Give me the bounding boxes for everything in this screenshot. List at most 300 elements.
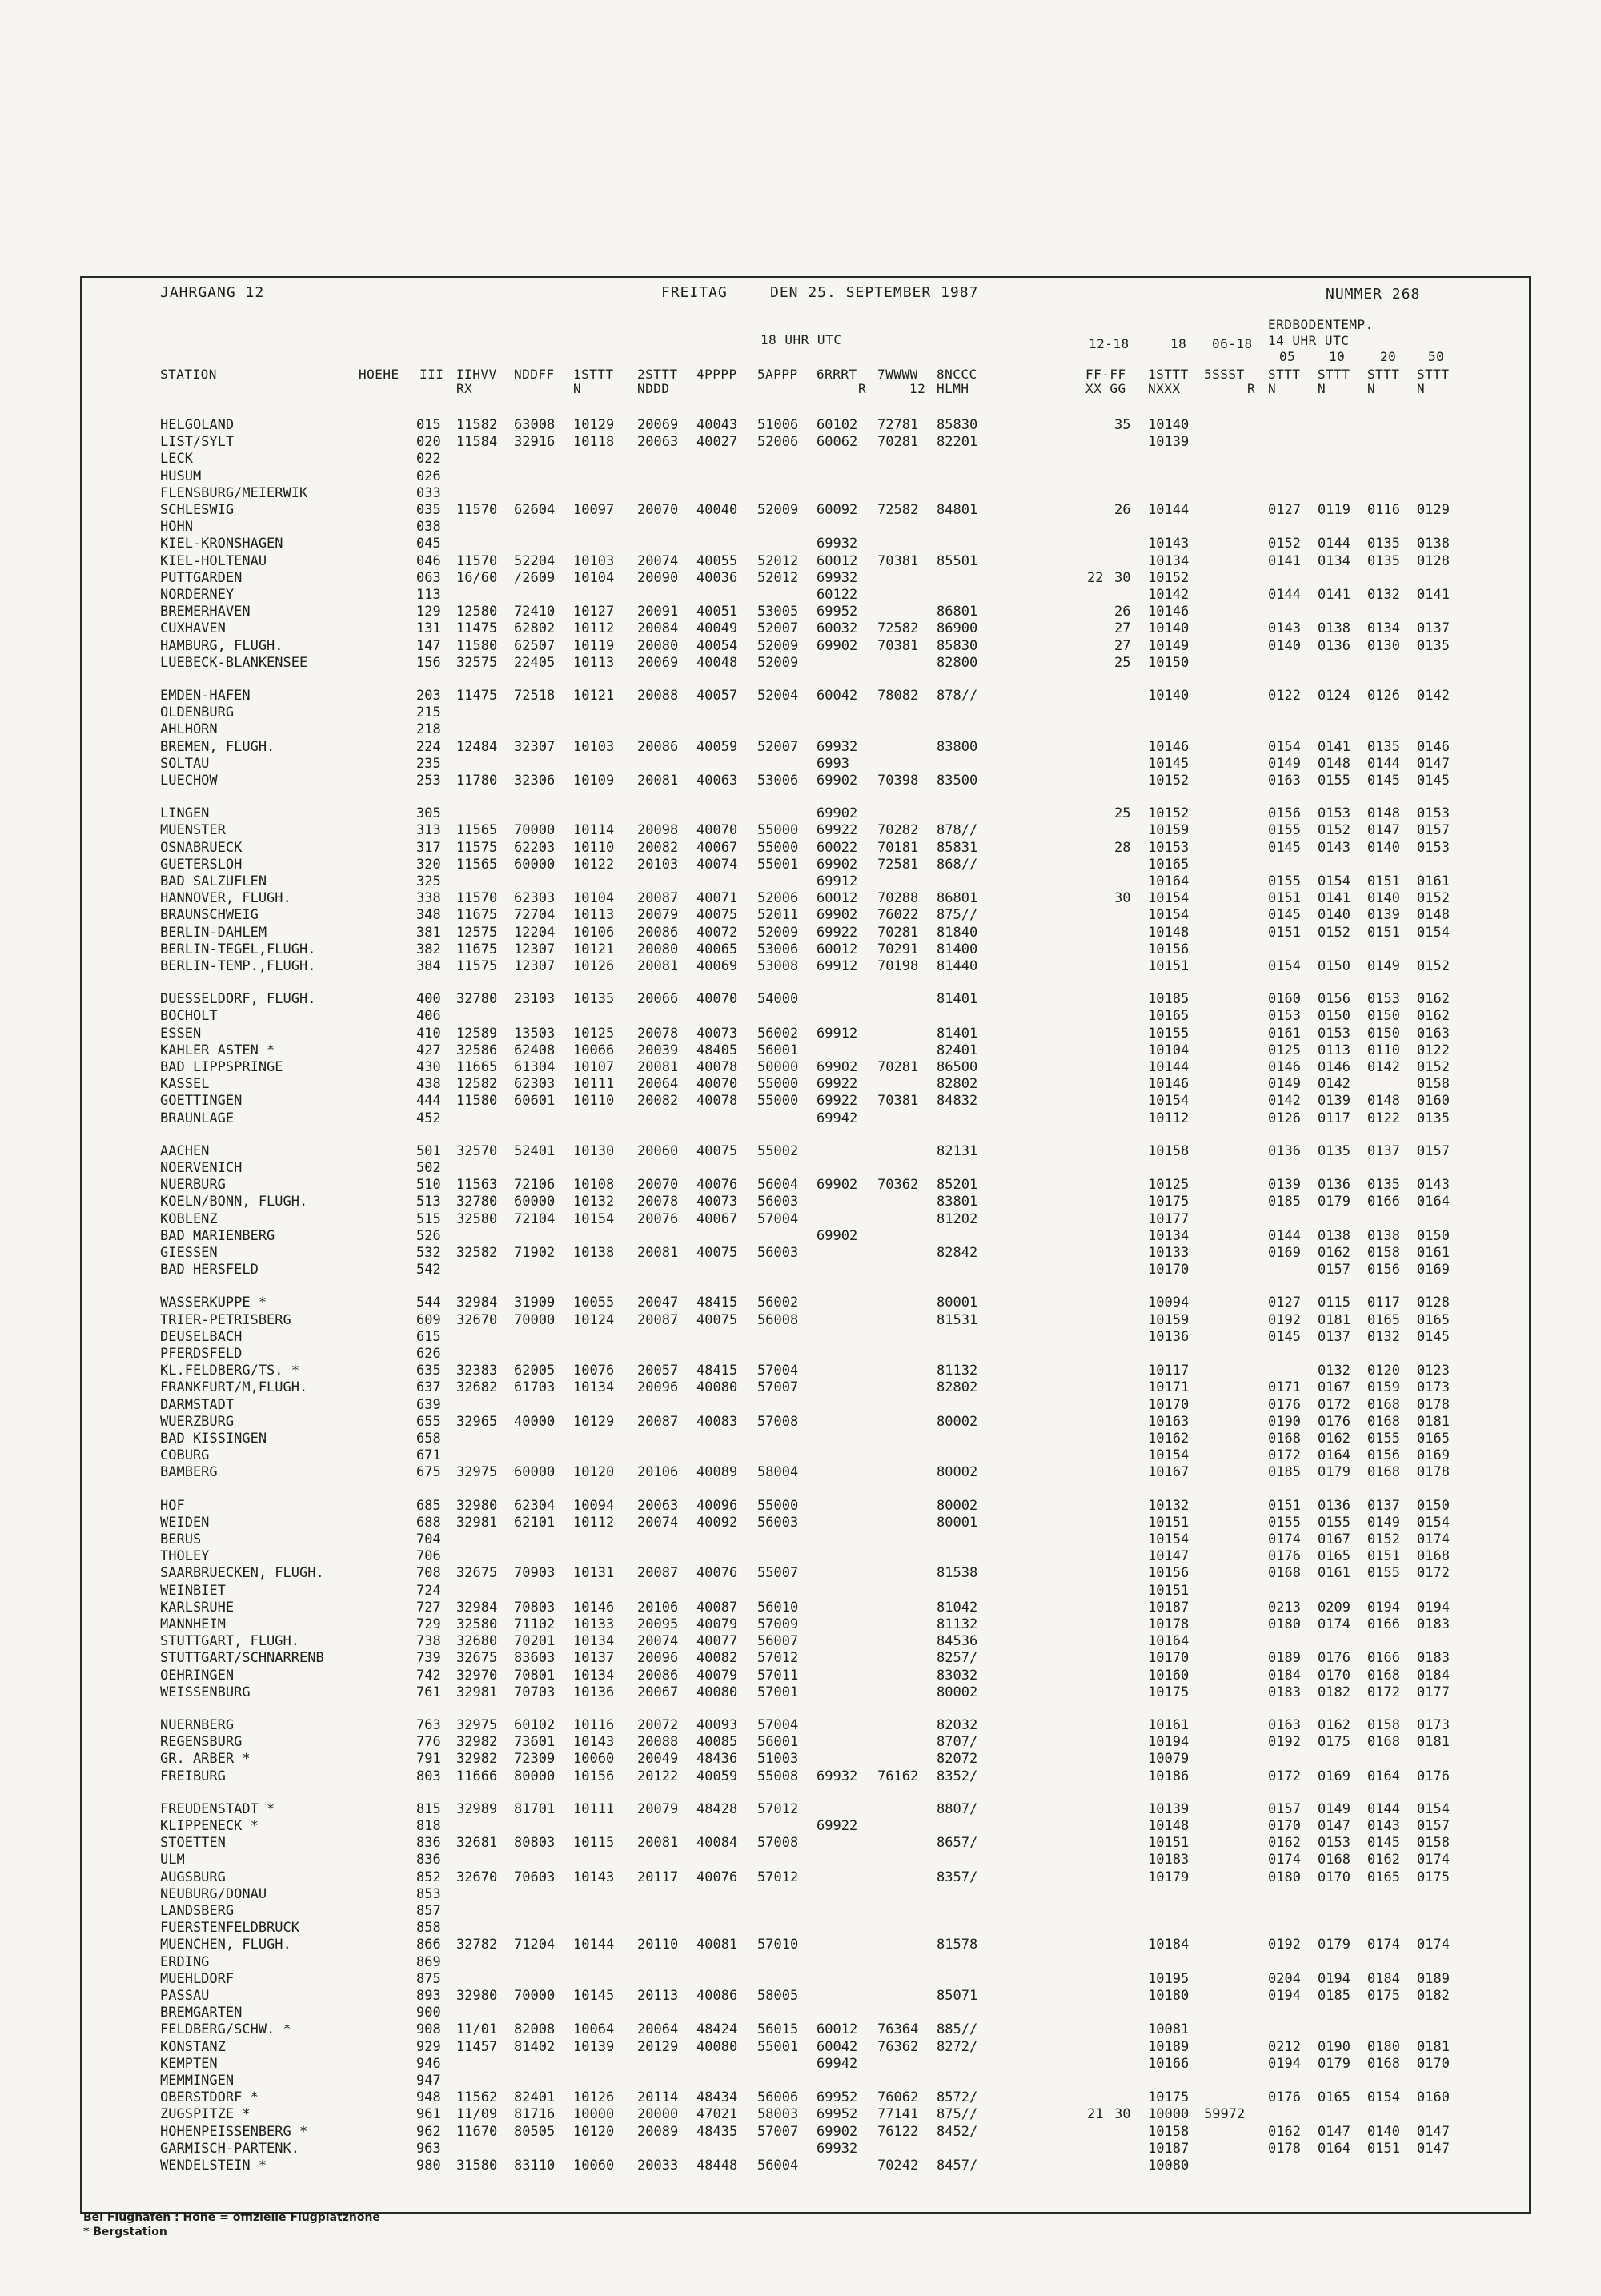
cell-value: 40067 <box>696 1210 738 1227</box>
cell-value: 62005 <box>514 1363 556 1379</box>
cell-value: 729 <box>416 1616 441 1632</box>
station-name: NUERNBERG <box>160 1717 235 1733</box>
cell-value: 11666 <box>456 1768 498 1784</box>
cell-value: 52011 <box>757 907 799 924</box>
cell-value: 8357/ <box>937 1869 978 1885</box>
cell-value: 0122 <box>1367 1110 1400 1126</box>
station-name: FUERSTENFELDBRUCK <box>160 1920 299 1937</box>
cell-value: 10130 <box>573 1142 615 1159</box>
cell-value: 20087 <box>637 1413 679 1430</box>
cell-value: 40070 <box>696 991 738 1008</box>
cell-value: 0165 <box>1318 2089 1350 2106</box>
cell-value: 0157 <box>1268 1800 1301 1817</box>
station-name: KEMPTEN <box>160 2055 218 2072</box>
cell-value: 0152 <box>1268 536 1301 552</box>
cell-value: 10164 <box>1148 1633 1190 1650</box>
cell-value: 72581 <box>877 856 919 873</box>
cell-value: 20080 <box>637 941 679 957</box>
cell-value: 6993 <box>817 755 849 772</box>
cell-value: 10110 <box>573 839 615 856</box>
cell-value: 69932 <box>817 2140 858 2157</box>
cell-value: 626 <box>416 1346 441 1362</box>
cell-value: 80001 <box>937 1295 978 1311</box>
cell-value: 20076 <box>637 1210 679 1227</box>
cell-value: 21 <box>1087 2106 1104 2123</box>
cell-value: 20049 <box>637 1751 679 1768</box>
station-name: KARLSRUHE <box>160 1599 235 1616</box>
cell-value: 0155 <box>1268 1514 1301 1531</box>
cell-value: 10139 <box>1148 434 1190 451</box>
cell-value: 10137 <box>573 1650 615 1667</box>
station-name: LECK <box>160 451 193 468</box>
cell-value: 20080 <box>637 637 679 654</box>
col-7wwww-sub: 12 <box>909 381 926 396</box>
station-name: KAHLER ASTEN * <box>160 1042 275 1058</box>
cell-value: 62304 <box>514 1497 556 1514</box>
cell-value: 724 <box>416 1582 441 1599</box>
cell-value: 0172 <box>1268 1768 1301 1784</box>
cell-value: 0149 <box>1367 1514 1400 1531</box>
station-name: BERLIN-TEGEL,FLUGH. <box>160 941 316 957</box>
cell-value: 52004 <box>757 688 799 704</box>
col-stt-20: STTT <box>1367 367 1400 382</box>
cell-value: 70381 <box>877 637 919 654</box>
cell-value: 52009 <box>757 654 799 671</box>
station-name: LUECHOW <box>160 773 218 789</box>
cell-value: 50000 <box>757 1059 799 1075</box>
cell-value: 0152 <box>1318 924 1350 941</box>
cell-value: 10153 <box>1148 839 1190 856</box>
cell-value: 83032 <box>937 1667 978 1684</box>
cell-value: 32980 <box>456 1497 498 1514</box>
cell-value: 0184 <box>1268 1667 1301 1684</box>
station-name: KONSTANZ <box>160 2038 226 2055</box>
cell-value: 615 <box>416 1328 441 1345</box>
station-name: TRIER-PETRISBERG <box>160 1311 291 1328</box>
cell-value: 10114 <box>573 822 615 839</box>
cell-value: 48424 <box>696 2021 738 2038</box>
cell-value: 10154 <box>1148 1447 1190 1464</box>
cell-value: 0180 <box>1367 2038 1400 2055</box>
cell-value: 0166 <box>1367 1194 1400 1210</box>
cell-value: 0176 <box>1268 1396 1301 1413</box>
cell-value: 40074 <box>696 856 738 873</box>
cell-value: 32570 <box>456 1142 498 1159</box>
cell-value: 0158 <box>1417 1835 1450 1852</box>
cell-value: 0175 <box>1417 1869 1450 1885</box>
col-group-12-18: 12-18 <box>1089 336 1130 351</box>
cell-value: 84832 <box>937 1093 978 1110</box>
col-5appp: 5APPP <box>757 367 798 382</box>
cell-value: 10126 <box>573 2089 615 2106</box>
cell-value: 40040 <box>696 502 738 518</box>
cell-value: 727 <box>416 1599 441 1616</box>
cell-value: 70362 <box>877 1177 919 1194</box>
cell-value: 0148 <box>1318 755 1350 772</box>
cell-value: 32307 <box>514 738 556 755</box>
cell-value: 224 <box>416 738 441 755</box>
cell-value: 0134 <box>1367 620 1400 637</box>
cell-value: 818 <box>416 1818 441 1834</box>
station-name: KLIPPENECK * <box>160 1818 259 1834</box>
cell-value: 0174 <box>1417 1852 1450 1869</box>
cell-value: 56006 <box>757 2089 799 2106</box>
cell-value: 0140 <box>1367 839 1400 856</box>
cell-value: 10170 <box>1148 1650 1190 1667</box>
cell-value: 26 <box>1114 604 1131 620</box>
cell-value: 12582 <box>456 1076 498 1093</box>
cell-value: 776 <box>416 1734 441 1751</box>
station-name: FRANKFURT/M,FLUGH. <box>160 1379 308 1396</box>
cell-value: 80002 <box>937 1684 978 1700</box>
cell-value: 0138 <box>1367 1227 1400 1244</box>
cell-value: 70381 <box>877 1093 919 1110</box>
cell-value: 858 <box>416 1920 441 1937</box>
cell-value: 53005 <box>757 604 799 620</box>
cell-value: 32383 <box>456 1363 498 1379</box>
cell-value: 10179 <box>1148 1869 1190 1885</box>
cell-value: 20078 <box>637 1194 679 1210</box>
station-name: STUTTGART/SCHNARRENB <box>160 1650 324 1667</box>
cell-value: 0158 <box>1417 1076 1450 1093</box>
cell-value: 12589 <box>456 1025 498 1042</box>
cell-value: 675 <box>416 1464 441 1481</box>
cell-value: 10081 <box>1148 2021 1190 2038</box>
cell-value: 929 <box>416 2038 441 2055</box>
cell-value: 10151 <box>1148 958 1190 974</box>
cell-value: 0158 <box>1367 1245 1400 1261</box>
cell-value: 0150 <box>1367 1008 1400 1025</box>
cell-value: 12307 <box>514 941 556 957</box>
col-4pppp: 4PPPP <box>696 367 737 382</box>
cell-value: 0147 <box>1417 755 1450 772</box>
cell-value: 52007 <box>757 620 799 637</box>
cell-value: 0143 <box>1318 839 1350 856</box>
cell-value: 0178 <box>1268 2140 1301 2157</box>
cell-value: 0173 <box>1417 1717 1450 1733</box>
cell-value: 0116 <box>1367 502 1400 518</box>
cell-value: 82802 <box>937 1076 978 1093</box>
station-name: BAD SALZUFLEN <box>160 873 267 889</box>
cell-value: 20081 <box>637 1835 679 1852</box>
cell-value: 0113 <box>1318 1042 1350 1058</box>
cell-value: 10111 <box>573 1076 615 1093</box>
cell-value: 55000 <box>757 1093 799 1110</box>
col-stt-10: STTT <box>1318 367 1350 382</box>
cell-value: 20047 <box>637 1295 679 1311</box>
cell-value: 8657/ <box>937 1835 978 1852</box>
cell-value: 10103 <box>573 738 615 755</box>
cell-value: 57012 <box>757 1800 799 1817</box>
cell-value: 20067 <box>637 1684 679 1700</box>
station-name: BRAUNSCHWEIG <box>160 907 259 924</box>
cell-value: 40071 <box>696 890 738 907</box>
cell-value: 40084 <box>696 1835 738 1852</box>
cell-value: 40059 <box>696 738 738 755</box>
cell-value: 0172 <box>1268 1447 1301 1464</box>
cell-value: 20081 <box>637 958 679 974</box>
cell-value: 0161 <box>1318 1565 1350 1582</box>
cell-value: 0168 <box>1367 2055 1400 2072</box>
cell-value: 866 <box>416 1937 441 1953</box>
cell-value: 22405 <box>514 654 556 671</box>
cell-value: 406 <box>416 1008 441 1025</box>
cell-value: 10066 <box>573 1042 615 1058</box>
cell-value: 0135 <box>1367 552 1400 569</box>
cell-value: 56002 <box>757 1025 799 1042</box>
cell-value: 0145 <box>1367 773 1400 789</box>
station-name: SCHLESWIG <box>160 502 235 518</box>
cell-value: 11475 <box>456 620 498 637</box>
station-name: AUGSBURG <box>160 1869 226 1885</box>
cell-value: 81578 <box>937 1937 978 1953</box>
cell-value: 57004 <box>757 1363 799 1379</box>
col-group-erdboden: ERDBODENTEMP. <box>1268 317 1374 332</box>
cell-value: 893 <box>416 1988 441 2004</box>
station-name: THOLEY <box>160 1548 210 1565</box>
cell-value: 20096 <box>637 1379 679 1396</box>
cell-value: 10132 <box>573 1194 615 1210</box>
cell-value: 10112 <box>573 1514 615 1531</box>
cell-value: 10143 <box>573 1869 615 1885</box>
station-name: KIEL-HOLTENAU <box>160 552 267 569</box>
cell-value: 40092 <box>696 1514 738 1531</box>
cell-value: 0132 <box>1318 1363 1350 1379</box>
station-name: PASSAU <box>160 1988 210 2004</box>
station-name: BERLIN-TEMP.,FLUGH. <box>160 958 316 974</box>
cell-value: 10152 <box>1148 805 1190 822</box>
cell-value: 80000 <box>514 1768 556 1784</box>
cell-value: 10156 <box>1148 1565 1190 1582</box>
cell-value: 0157 <box>1318 1262 1350 1278</box>
cell-value: 40073 <box>696 1025 738 1042</box>
col-group-18: 18 <box>1170 336 1187 351</box>
cell-value: 69912 <box>817 1025 858 1042</box>
cell-value: 10104 <box>573 890 615 907</box>
cell-value: 69952 <box>817 604 858 620</box>
cell-value: 60122 <box>817 587 858 603</box>
cell-value: 0155 <box>1318 1514 1350 1531</box>
cell-value: 56003 <box>757 1194 799 1210</box>
cell-value: 215 <box>416 704 441 721</box>
cell-value: 10145 <box>573 1988 615 2004</box>
col-iihvv: IIHVV <box>456 367 497 382</box>
cell-value: 0180 <box>1268 1616 1301 1632</box>
cell-value: 40093 <box>696 1717 738 1733</box>
station-name: NUERBURG <box>160 1177 226 1194</box>
cell-value: 62802 <box>514 620 556 637</box>
cell-value: 10177 <box>1148 1210 1190 1227</box>
cell-value: 70288 <box>877 890 919 907</box>
cell-value: 70281 <box>877 1059 919 1075</box>
cell-value: 0181 <box>1318 1311 1350 1328</box>
cell-value: 10140 <box>1148 688 1190 704</box>
cell-value: 10154 <box>573 1210 615 1227</box>
cell-value: 10140 <box>1148 417 1190 433</box>
cell-value: 32670 <box>456 1311 498 1328</box>
cell-value: 56004 <box>757 2158 799 2174</box>
cell-value: 57008 <box>757 1835 799 1852</box>
cell-value: 0161 <box>1417 873 1450 889</box>
cell-value: 0123 <box>1417 1363 1450 1379</box>
cell-value: 0141 <box>1318 890 1350 907</box>
cell-value: 81401 <box>937 991 978 1008</box>
cell-value: 0168 <box>1367 1413 1400 1430</box>
cell-value: 0130 <box>1367 637 1400 654</box>
cell-value: 40065 <box>696 941 738 957</box>
cell-value: 0169 <box>1417 1262 1450 1278</box>
cell-value: 8457/ <box>937 2158 978 2174</box>
cell-value: 40069 <box>696 958 738 974</box>
cell-value: 10165 <box>1148 1008 1190 1025</box>
cell-value: 0110 <box>1367 1042 1400 1058</box>
cell-value: 963 <box>416 2140 441 2157</box>
cell-value: 0181 <box>1417 1413 1450 1430</box>
cell-value: 8572/ <box>937 2089 978 2106</box>
cell-value: 348 <box>416 907 441 924</box>
cell-value: 0146 <box>1318 1059 1350 1075</box>
cell-value: 0140 <box>1318 907 1350 924</box>
cell-value: 0137 <box>1367 1497 1400 1514</box>
cell-value: 10126 <box>573 958 615 974</box>
cell-value: 40070 <box>696 1076 738 1093</box>
col-iii: III <box>419 367 444 382</box>
cell-value: 60012 <box>817 2021 858 2038</box>
cell-value: 52012 <box>757 552 799 569</box>
cell-value: 0170 <box>1417 2055 1450 2072</box>
cell-value: 0156 <box>1268 805 1301 822</box>
cell-value: 0143 <box>1367 1818 1400 1834</box>
cell-value: 513 <box>416 1194 441 1210</box>
cell-value: 761 <box>416 1684 441 1700</box>
cell-value: 10104 <box>573 569 615 586</box>
cell-value: 20069 <box>637 654 679 671</box>
cell-value: 0142 <box>1318 1076 1350 1093</box>
station-name: BOCHOLT <box>160 1008 218 1025</box>
col-2sttt-sub: NDDD <box>637 381 670 396</box>
cell-value: 11780 <box>456 773 498 789</box>
cell-value: 11582 <box>456 417 498 433</box>
cell-value: 0136 <box>1268 1142 1301 1159</box>
cell-value: 11670 <box>456 2123 498 2140</box>
cell-value: 10060 <box>573 1751 615 1768</box>
weekday: FREITAG <box>661 284 728 301</box>
cell-value: 10060 <box>573 2158 615 2174</box>
cell-value: 0185 <box>1318 1988 1350 2004</box>
cell-value: 685 <box>416 1497 441 1514</box>
cell-value: 0168 <box>1367 1734 1400 1751</box>
cell-value: 0194 <box>1367 1599 1400 1616</box>
cell-value: 0152 <box>1367 1531 1400 1547</box>
cell-value: 338 <box>416 890 441 907</box>
cell-value: 82802 <box>937 1379 978 1396</box>
cell-value: 40048 <box>696 654 738 671</box>
cell-value: 10147 <box>1148 1548 1190 1565</box>
cell-value: 72104 <box>514 1210 556 1227</box>
cell-value: 0153 <box>1367 991 1400 1008</box>
cell-value: 70603 <box>514 1869 556 1885</box>
cell-value: 0166 <box>1367 1616 1400 1632</box>
cell-value: 73601 <box>514 1734 556 1751</box>
cell-value: 70282 <box>877 822 919 839</box>
cell-value: 0135 <box>1318 1142 1350 1159</box>
cell-value: 32981 <box>456 1684 498 1700</box>
cell-value: 10000 <box>1148 2106 1190 2123</box>
station-name: GIESSEN <box>160 1245 218 1261</box>
cell-value: 0176 <box>1318 1413 1350 1430</box>
cell-value: 80002 <box>937 1413 978 1430</box>
cell-value: 55001 <box>757 2038 799 2055</box>
cell-value: 80803 <box>514 1835 556 1852</box>
cell-value: 0176 <box>1417 1768 1450 1784</box>
cell-value: 59972 <box>1204 2106 1246 2123</box>
cell-value: 738 <box>416 1633 441 1650</box>
cell-value: 0184 <box>1367 1970 1400 1987</box>
cell-value: 502 <box>416 1160 441 1176</box>
cell-value: 0128 <box>1417 552 1450 569</box>
cell-value: 10154 <box>1148 890 1190 907</box>
cell-value: 0179 <box>1318 1937 1350 1953</box>
cell-value: 0144 <box>1367 1800 1400 1817</box>
cell-value: 0142 <box>1268 1093 1301 1110</box>
cell-value: 20079 <box>637 907 679 924</box>
station-name: BRAUNLAGE <box>160 1110 235 1126</box>
cell-value: 81840 <box>937 924 978 941</box>
station-name: STOETTEN <box>160 1835 226 1852</box>
cell-value: 10140 <box>1148 620 1190 637</box>
cell-value: 0119 <box>1318 502 1350 518</box>
cell-value: 51003 <box>757 1751 799 1768</box>
cell-value: 10185 <box>1148 991 1190 1008</box>
station-name: KASSEL <box>160 1076 210 1093</box>
cell-value: 10187 <box>1148 2140 1190 2157</box>
cell-value: 86801 <box>937 890 978 907</box>
cell-value: 542 <box>416 1262 441 1278</box>
cell-value: 62507 <box>514 637 556 654</box>
cell-value: 40076 <box>696 1565 738 1582</box>
cell-value: 10121 <box>573 941 615 957</box>
cell-value: 0146 <box>1417 738 1450 755</box>
cell-value: 81440 <box>937 958 978 974</box>
station-name: DARMSTADT <box>160 1396 235 1413</box>
station-name: STUTTGART, FLUGH. <box>160 1633 299 1650</box>
cell-value: 313 <box>416 822 441 839</box>
station-name: BAD LIPPSPRINGE <box>160 1059 283 1075</box>
cell-value: 40082 <box>696 1650 738 1667</box>
cell-value: 60022 <box>817 839 858 856</box>
cell-value: 70703 <box>514 1684 556 1700</box>
cell-value: 803 <box>416 1768 441 1784</box>
cell-value: 81042 <box>937 1599 978 1616</box>
cell-value: 69942 <box>817 1110 858 1126</box>
col-depth-50: 50 <box>1428 349 1445 364</box>
cell-value: 60032 <box>817 620 858 637</box>
cell-value: 10133 <box>573 1616 615 1632</box>
station-name: BREMEN, FLUGH. <box>160 738 275 755</box>
cell-value: 878// <box>937 688 978 704</box>
station-name: ERDING <box>160 1953 210 1970</box>
cell-value: 317 <box>416 839 441 856</box>
cell-value: 10136 <box>1148 1328 1190 1345</box>
cell-value: 637 <box>416 1379 441 1396</box>
cell-value: 0145 <box>1417 1328 1450 1345</box>
cell-value: 10055 <box>573 1295 615 1311</box>
cell-value: 20117 <box>637 1869 679 1885</box>
station-name: BERLIN-DAHLEM <box>160 924 267 941</box>
cell-value: 69922 <box>817 1818 858 1834</box>
station-name: WENDELSTEIN * <box>160 2158 267 2174</box>
cell-value: 10134 <box>1148 552 1190 569</box>
